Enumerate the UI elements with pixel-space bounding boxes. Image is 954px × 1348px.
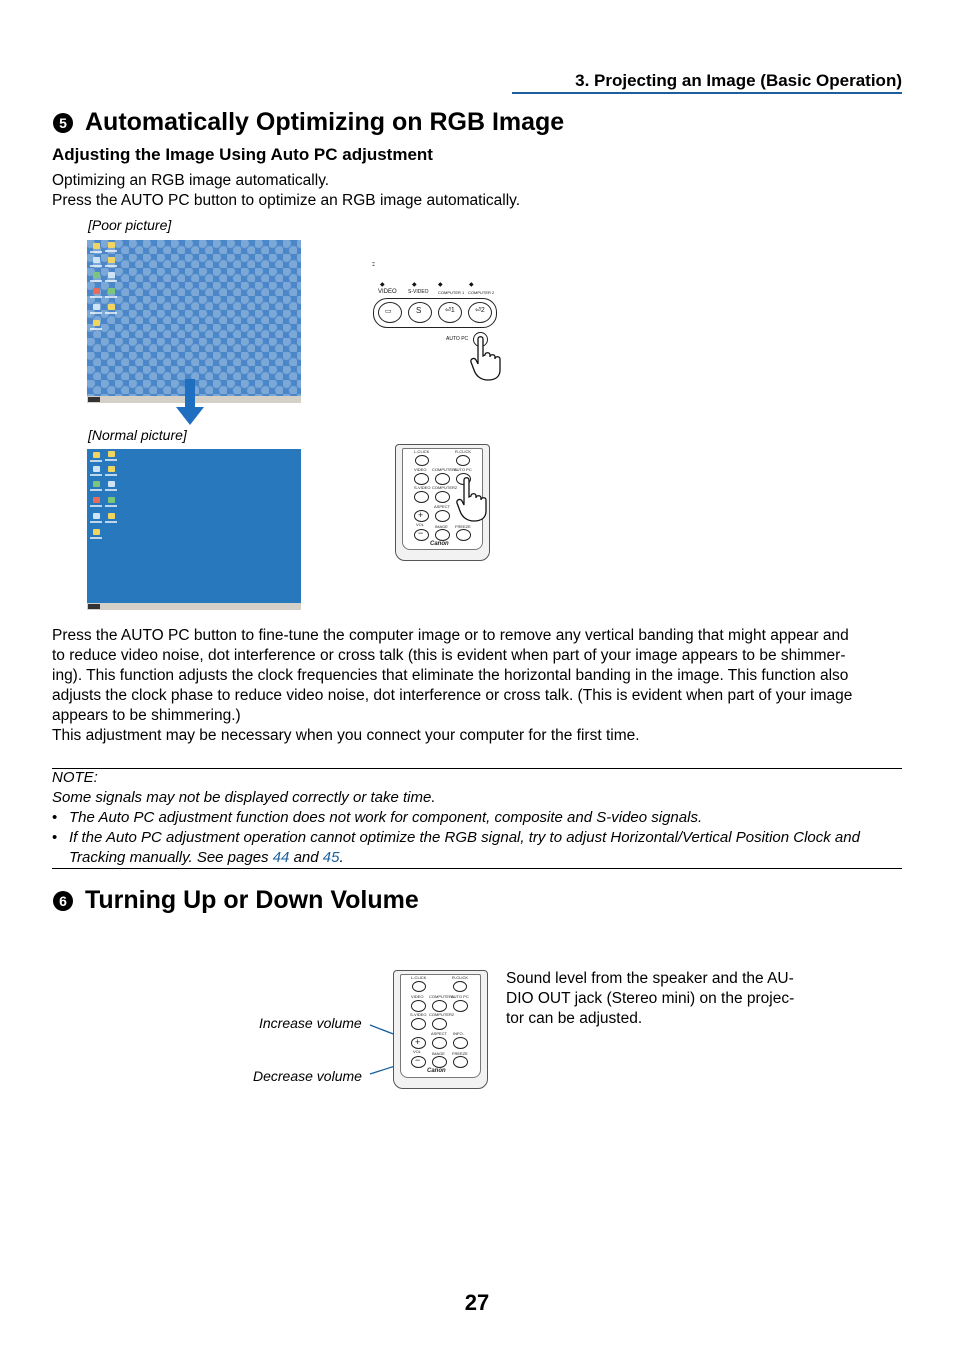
panel-video-button[interactable]: ▭: [378, 302, 402, 323]
remote-image-button[interactable]: [432, 1056, 447, 1068]
remote-label-rclick: R-CLICK: [455, 449, 472, 454]
remote-label-lclick: L-CLICK: [411, 975, 427, 980]
paragraph-line: Press the AUTO PC button to fine-tune the computer image or to remove any vertical banding that might appear and: [52, 627, 849, 644]
remote-volume-down-button[interactable]: −: [414, 529, 429, 541]
normal-picture-label: [Normal picture]: [88, 427, 187, 443]
start-button-icon: [88, 604, 100, 609]
remote-rclick-button[interactable]: [453, 981, 467, 992]
remote-volume-up-button[interactable]: +: [414, 510, 429, 522]
remote-video-button[interactable]: [411, 1000, 426, 1012]
pointing-hand-icon: [456, 477, 490, 523]
decrease-volume-label: Decrease volume: [253, 1068, 362, 1084]
intro-line-2: Press the AUTO PC button to optimize an RGB image automatically.: [52, 192, 521, 209]
paragraph-line: appears to be shimmering.): [52, 707, 241, 724]
panel-svideo-button[interactable]: S: [408, 302, 432, 323]
projector-panel: ⌶ ◆ ◆ ◆ ◆ VIDEO S-VIDEO COMPUTER 1 COMPUTER 2 ▭ S ⏎1 ⏎2 AUTO PC: [372, 262, 512, 382]
panel-label-video: VIDEO: [378, 289, 397, 295]
remote-label-comp1: COMPUTER1: [432, 467, 458, 472]
remote-label-image: IMAGE: [435, 524, 448, 529]
remote-info-button[interactable]: [453, 1037, 468, 1049]
paragraph-line: This adjustment may be necessary when you connect your computer for the first time.: [52, 727, 640, 744]
panel-dot-comp2: ◆: [469, 282, 474, 288]
remote-label-aspect: ASPECT: [434, 504, 451, 509]
remote-video-button[interactable]: [414, 473, 429, 485]
panel-dot-comp1: ◆: [438, 282, 443, 288]
remote-svideo-button[interactable]: [411, 1018, 426, 1030]
remote-label-video: VIDEO: [414, 467, 427, 472]
remote-image-button[interactable]: [435, 529, 450, 541]
volume-description: [506, 969, 836, 1029]
remote-label-comp2: COMPUTER2: [432, 485, 458, 490]
note-line: Some signals may not be displayed correctly or take time.: [52, 789, 436, 806]
pointing-hand-icon: [470, 336, 506, 382]
panel-dot-svideo: ◆: [412, 282, 417, 288]
remote-lclick-button[interactable]: [412, 981, 426, 992]
remote-control: [395, 444, 490, 561]
paragraph-line: ing). This function adjusts the clock frequencies that eliminate the horizontal banding in the image. This function also: [52, 667, 849, 684]
header-rule: [512, 92, 902, 94]
remote-label-lclick: L-CLICK: [414, 449, 430, 454]
intro-line-1: Optimizing an RGB image automatically.: [52, 172, 330, 189]
running-header: 3. Projecting an Image (Basic Operation): [575, 71, 902, 90]
remote-aspect-button[interactable]: [435, 510, 450, 522]
remote-label-autopc: AUTO PC: [451, 994, 469, 999]
remote-aspect-button[interactable]: [432, 1037, 447, 1049]
description-line: Sound level from the speaker and the AU-: [506, 970, 794, 987]
remote-label-rclick: R-CLICK: [452, 975, 469, 980]
note-bottom-rule: [52, 868, 902, 869]
section-5-title: [53, 107, 564, 137]
description-line: DIO OUT jack (Stereo mini) on the projec-: [506, 990, 795, 1007]
remote-brand: Canon: [430, 541, 449, 547]
remote-svideo-button[interactable]: [414, 491, 429, 503]
increase-volume-label: Increase volume: [259, 1015, 362, 1031]
paragraph-line: adjusts the clock phase to reduce video noise, dot interference or cross talk. (This is evident when part of your image: [52, 687, 853, 704]
panel-label-autopc: AUTO PC: [446, 336, 469, 342]
remote-computer2-button[interactable]: [435, 491, 450, 503]
remote-label-comp2: COMPUTER2: [429, 1012, 455, 1017]
note-bullet: • If the Auto PC adjustment operation cannot optimize the RGB signal, try to adjust Horizontal/Vertical Position Clock and Tracking manually. See pages 44 and 45.: [52, 828, 902, 868]
remote-freeze-button[interactable]: [456, 529, 471, 541]
section-6-title: [53, 885, 419, 915]
section-6-title-text: Turning Up or Down Volume: [85, 886, 419, 914]
note-box: [52, 768, 902, 868]
note-label: NOTE:: [52, 769, 98, 786]
remote-volume-down-button[interactable]: −: [411, 1056, 426, 1068]
paragraph-line: to reduce video noise, dot interference or cross talk (this is evident when part of your image appears to be shimmer-: [52, 647, 846, 664]
remote-freeze-button[interactable]: [453, 1056, 468, 1068]
remote-brand: Canon: [427, 1068, 446, 1074]
remote-rclick-button[interactable]: [456, 455, 470, 466]
volume-remote-control: [393, 970, 488, 1089]
remote-auto-pc-button[interactable]: [453, 1000, 468, 1012]
remote-label-comp1: COMPUTER1: [429, 994, 455, 999]
section-5-subtitle: Adjusting the Image Using Auto PC adjustment: [52, 145, 433, 164]
remote-computer2-button[interactable]: [432, 1018, 447, 1030]
remote-label-vol: VOL: [413, 1049, 422, 1054]
panel-computer1-button[interactable]: ⏎1: [438, 302, 462, 323]
page-44-link[interactable]: 44: [272, 849, 290, 866]
panel-label-svideo: S-VIDEO: [408, 289, 429, 295]
start-button-icon: [88, 397, 100, 402]
auto-pc-description: [52, 626, 912, 746]
poor-picture-label: [Poor picture]: [88, 217, 172, 233]
section-5-title-text: Automatically Optimizing on RGB Image: [85, 108, 565, 136]
remote-label-video: VIDEO: [411, 994, 424, 999]
description-line: tor can be adjusted.: [506, 1010, 643, 1027]
down-arrow-icon: [174, 379, 206, 427]
page-45-link[interactable]: 45: [322, 849, 340, 866]
remote-computer1-button[interactable]: [432, 1000, 447, 1012]
panel-dot-video: ◆: [380, 282, 385, 288]
taskbar: [87, 603, 301, 610]
section-number-6: 6: [53, 891, 73, 911]
remote-label-svideo: S-VIDEO: [410, 1012, 427, 1017]
remote-label-aspect: ASPECT: [431, 1031, 448, 1036]
remote-label-image: IMAGE: [432, 1051, 445, 1056]
remote-volume-up-button[interactable]: +: [411, 1037, 426, 1049]
remote-label-info: INFO.: [453, 1031, 464, 1036]
remote-label-freeze: FREEZE: [452, 1051, 468, 1056]
panel-label-comp1: COMPUTER 1: [438, 290, 465, 295]
remote-lclick-button[interactable]: [415, 455, 429, 466]
remote-label-vol: VOL: [416, 522, 425, 527]
section-number-5: 5: [53, 113, 73, 133]
panel-computer2-button[interactable]: ⏎2: [468, 302, 492, 323]
remote-computer1-button[interactable]: [435, 473, 450, 485]
remote-label-freeze: FREEZE: [455, 524, 471, 529]
remote-label-autopc: AUTO PC: [454, 467, 472, 472]
remote-label-svideo: S-VIDEO: [414, 485, 431, 490]
page-number: 27: [464, 1290, 490, 1315]
note-bullet: • The Auto PC adjustment function does not work for component, composite and S-video signals.: [52, 808, 902, 828]
panel-label-comp2: COMPUTER 2: [468, 290, 495, 295]
normal-picture-desktop: [87, 449, 301, 610]
